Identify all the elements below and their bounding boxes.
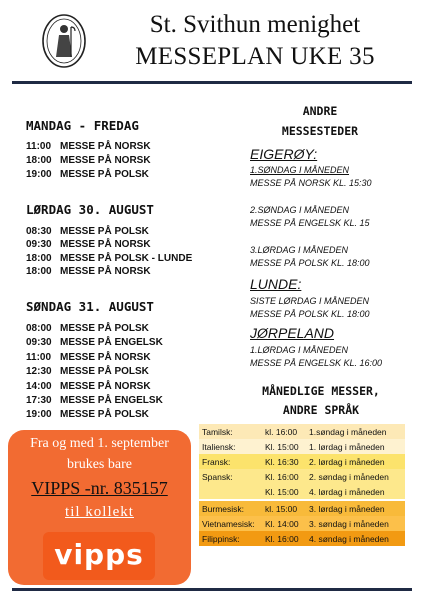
schedule-heading-saturday: LØRDAG 30. AUGUST [26, 202, 154, 217]
table-row: Italiensk: Kl. 15:00 1. lørdag i måneden [199, 439, 405, 454]
vipps-logo [43, 532, 155, 580]
schedule-row: 09:30 MESSE PÅ ENGELSK [26, 337, 163, 348]
schedule-row: 18:00 MESSE PÅ NORSK [26, 155, 151, 166]
schedule-row: 14:00 MESSE PÅ NORSK [26, 381, 151, 392]
other-places-heading-2: MESSESTEDER [281, 124, 359, 138]
table-row: Vietnamesisk: Kl. 14:00 3. søndag i måneden [199, 516, 405, 531]
vipps-number: VIPPS -nr. 835157 [31, 478, 168, 498]
schedule-heading-weekdays: MANDAG - FREDAG [26, 118, 139, 133]
other-places-heading: ANDRE [302, 104, 338, 118]
schedule-heading-sunday: SØNDAG 31. AUGUST [26, 299, 154, 314]
place-line: 2.SØNDAG I MÅNEDEN [250, 205, 350, 215]
place-lunde: LUNDE: [250, 276, 302, 292]
parish-name: St. Svithun menighet [149, 11, 361, 38]
place-line: MESSE PÅ POLSK KL. 18:00 [250, 309, 370, 319]
schedule-row: 11:00 MESSE PÅ NORSK [26, 141, 151, 152]
place-line: 3.LØRDAG I MÅNEDEN [250, 245, 349, 255]
vipps-logo-text: vipps [54, 538, 144, 571]
place-line: MESSE PÅ NORSK KL. 15:30 [250, 178, 372, 188]
schedule-row: 12:30 MESSE PÅ POLSK [26, 366, 149, 377]
place-line: MESSE PÅ ENGELSK KL. 15 [250, 218, 370, 228]
monthly-heading: MÅNEDLIGE MESSER, [262, 384, 380, 398]
page-title: MESSEPLAN UKE 35 [135, 43, 375, 70]
table-row: Kl. 15:00 4. lørdag i måneden [199, 484, 405, 499]
table-row: Burmesisk: kl. 15:00 3. lørdag i måneden [199, 501, 405, 516]
schedule-row: 18:00 MESSE PÅ POLSK - LUNDE [26, 253, 193, 264]
schedule-row: 08:00 MESSE PÅ POLSK [26, 323, 149, 334]
vipps-notice-line: Fra og med 1. september [30, 436, 169, 451]
place-jorpeland: JØRPELAND [250, 325, 335, 341]
vipps-collection-label: til kollekt [65, 504, 134, 520]
place-line: SISTE LØRDAG I MÅNEDEN [250, 296, 370, 306]
table-row: Spansk: Kl. 16:00 2. søndag i måneden [199, 469, 405, 484]
table-row: Tamilsk: kl. 16:00 1.søndag i måneden [199, 424, 405, 439]
schedule-row: 19:00 MESSE PÅ POLSK [26, 409, 149, 420]
schedule-row: 18:00 MESSE PÅ NORSK [26, 266, 151, 277]
parish-seal-icon [41, 13, 87, 69]
place-line: 1.LØRDAG I MÅNEDEN [250, 345, 349, 355]
table-row: Filippinsk: Kl. 16:00 4. søndag i måneden [199, 531, 405, 546]
place-line: MESSE PÅ ENGELSK KL. 16:00 [250, 358, 383, 368]
schedule-row: 11:00 MESSE PÅ NORSK [26, 352, 151, 363]
monthly-heading-2: ANDRE SPRÅK [282, 403, 360, 417]
table-row: Fransk: Kl. 16:30 2. lørdag i måneden [199, 454, 405, 469]
vipps-notice-line: brukes bare [67, 457, 132, 472]
place-line: 1.SØNDAG I MÅNEDEN [250, 165, 350, 175]
schedule-row: 17:30 MESSE PÅ ENGELSK [26, 395, 163, 406]
bottom-divider [12, 588, 412, 591]
place-eigeroy: EIGERØY: [250, 146, 318, 162]
schedule-row: 08:30 MESSE PÅ POLSK [26, 226, 149, 237]
top-divider [12, 81, 412, 84]
schedule-row: 09:30 MESSE PÅ NORSK [26, 239, 151, 250]
schedule-row: 19:00 MESSE PÅ POLSK [26, 169, 149, 180]
vipps-notice-box [8, 430, 191, 585]
place-line: MESSE PÅ POLSK KL. 18:00 [250, 258, 370, 268]
